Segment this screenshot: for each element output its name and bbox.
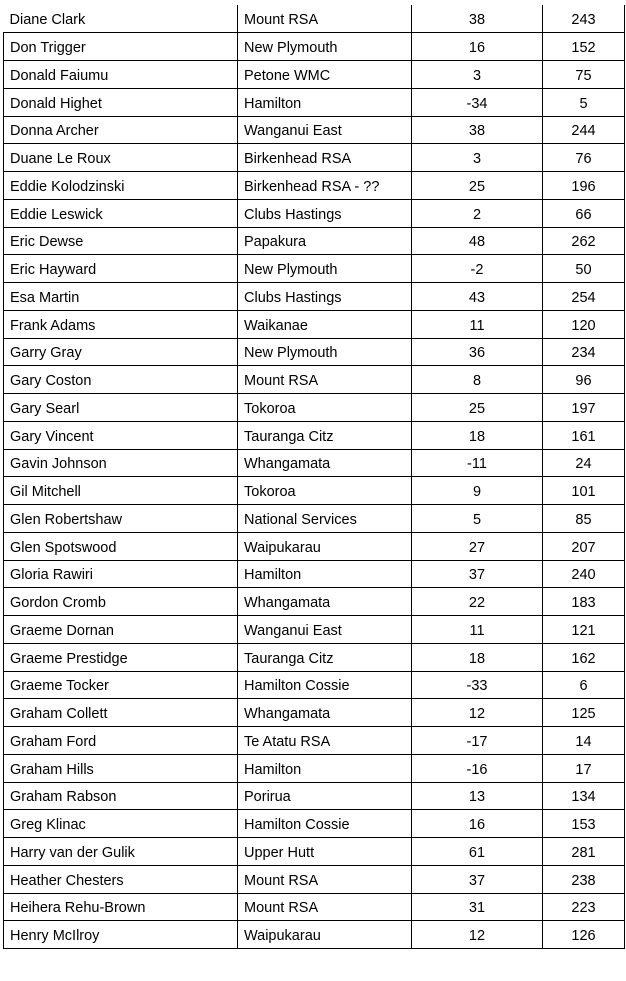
club-cell: Birkenhead RSA	[238, 144, 412, 172]
player-name-cell: Harry van der Gulik	[4, 838, 238, 866]
points-cell: 125	[543, 699, 625, 727]
club-cell: Whangamata	[238, 588, 412, 616]
points-cell: 5	[543, 88, 625, 116]
score-cell: 61	[412, 838, 543, 866]
points-cell: 262	[543, 227, 625, 255]
club-cell: Hamilton	[238, 88, 412, 116]
points-cell: 223	[543, 893, 625, 921]
points-cell: 207	[543, 532, 625, 560]
points-cell: 183	[543, 588, 625, 616]
points-cell: 161	[543, 421, 625, 449]
club-cell: Birkenhead RSA - ??	[238, 172, 412, 200]
score-cell: -34	[412, 88, 543, 116]
table-row	[4, 449, 625, 477]
score-cell: 25	[412, 172, 543, 200]
points-cell: 126	[543, 921, 625, 949]
points-cell: 281	[543, 838, 625, 866]
table-row	[4, 199, 625, 227]
player-name-cell: Greg Klinac	[4, 810, 238, 838]
score-cell: 3	[412, 61, 543, 89]
player-name-cell: Eric Dewse	[4, 227, 238, 255]
score-cell: 31	[412, 893, 543, 921]
club-cell: Tauranga Citz	[238, 643, 412, 671]
player-name-cell: Frank Adams	[4, 310, 238, 338]
club-cell: Hamilton	[238, 560, 412, 588]
table-row	[4, 893, 625, 921]
club-cell: Whangamata	[238, 699, 412, 727]
score-cell: 25	[412, 394, 543, 422]
player-name-cell: Gil Mitchell	[4, 477, 238, 505]
score-cell: 36	[412, 338, 543, 366]
club-cell: Whangamata	[238, 449, 412, 477]
table-row	[4, 671, 625, 699]
points-cell: 238	[543, 865, 625, 893]
points-cell: 134	[543, 782, 625, 810]
club-cell: Waipukarau	[238, 921, 412, 949]
player-name-cell: Gloria Rawiri	[4, 560, 238, 588]
points-cell: 121	[543, 616, 625, 644]
club-cell: New Plymouth	[238, 338, 412, 366]
points-cell: 17	[543, 754, 625, 782]
club-cell: Tokoroa	[238, 477, 412, 505]
score-cell: 11	[412, 310, 543, 338]
points-cell: 196	[543, 172, 625, 200]
table-row	[4, 616, 625, 644]
club-cell: Tokoroa	[238, 394, 412, 422]
points-cell: 66	[543, 199, 625, 227]
player-name-cell: Eric Hayward	[4, 255, 238, 283]
score-cell: -16	[412, 754, 543, 782]
player-name-cell: Gary Vincent	[4, 421, 238, 449]
score-cell: 8	[412, 366, 543, 394]
points-cell: 234	[543, 338, 625, 366]
player-name-cell: Garry Gray	[4, 338, 238, 366]
points-cell: 75	[543, 61, 625, 89]
table-row	[4, 338, 625, 366]
table-row	[4, 5, 625, 33]
points-cell: 153	[543, 810, 625, 838]
player-name-cell: Graeme Tocker	[4, 671, 238, 699]
score-cell: 18	[412, 421, 543, 449]
club-cell: National Services	[238, 505, 412, 533]
club-cell: Tauranga Citz	[238, 421, 412, 449]
player-name-cell: Gavin Johnson	[4, 449, 238, 477]
score-cell: 37	[412, 560, 543, 588]
score-cell: 22	[412, 588, 543, 616]
score-cell: -2	[412, 255, 543, 283]
points-cell: 162	[543, 643, 625, 671]
club-cell: New Plymouth	[238, 255, 412, 283]
club-cell: Te Atatu RSA	[238, 727, 412, 755]
points-cell: 6	[543, 671, 625, 699]
player-name-cell: Glen Spotswood	[4, 532, 238, 560]
table-row	[4, 394, 625, 422]
results-table-body	[4, 5, 625, 949]
score-cell: 9	[412, 477, 543, 505]
table-row	[4, 754, 625, 782]
table-row	[4, 255, 625, 283]
table-row	[4, 588, 625, 616]
table-row	[4, 838, 625, 866]
player-name-cell: Donald Highet	[4, 88, 238, 116]
table-row	[4, 699, 625, 727]
club-cell: Mount RSA	[238, 366, 412, 394]
points-cell: 24	[543, 449, 625, 477]
points-cell: 254	[543, 283, 625, 311]
score-cell: 37	[412, 865, 543, 893]
points-cell: 120	[543, 310, 625, 338]
score-cell: 12	[412, 921, 543, 949]
player-name-cell: Graham Collett	[4, 699, 238, 727]
club-cell: Clubs Hastings	[238, 199, 412, 227]
table-row	[4, 560, 625, 588]
club-cell: Hamilton Cossie	[238, 671, 412, 699]
player-name-cell: Graeme Dornan	[4, 616, 238, 644]
points-cell: 101	[543, 477, 625, 505]
club-cell: Waipukarau	[238, 532, 412, 560]
points-cell: 243	[543, 5, 625, 33]
club-cell: Wanganui East	[238, 116, 412, 144]
score-cell: 2	[412, 199, 543, 227]
score-cell: 11	[412, 616, 543, 644]
score-cell: 5	[412, 505, 543, 533]
score-cell: 48	[412, 227, 543, 255]
table-row	[4, 366, 625, 394]
table-row	[4, 727, 625, 755]
points-cell: 240	[543, 560, 625, 588]
points-cell: 14	[543, 727, 625, 755]
table-row	[4, 33, 625, 61]
points-cell: 244	[543, 116, 625, 144]
club-cell: Hamilton Cossie	[238, 810, 412, 838]
player-name-cell: Gary Coston	[4, 366, 238, 394]
points-cell: 76	[543, 144, 625, 172]
player-name-cell: Graham Rabson	[4, 782, 238, 810]
score-cell: 38	[412, 116, 543, 144]
player-name-cell: Diane Clark	[4, 5, 238, 33]
table-row	[4, 921, 625, 949]
score-cell: 16	[412, 810, 543, 838]
score-cell: 3	[412, 144, 543, 172]
points-cell: 85	[543, 505, 625, 533]
player-name-cell: Graham Ford	[4, 727, 238, 755]
table-row	[4, 283, 625, 311]
table-row	[4, 116, 625, 144]
table-row	[4, 477, 625, 505]
score-cell: -11	[412, 449, 543, 477]
points-cell: 96	[543, 366, 625, 394]
club-cell: Waikanae	[238, 310, 412, 338]
player-name-cell: Heather Chesters	[4, 865, 238, 893]
player-name-cell: Donna Archer	[4, 116, 238, 144]
table-row	[4, 782, 625, 810]
player-name-cell: Donald Faiumu	[4, 61, 238, 89]
results-table	[3, 5, 625, 949]
player-name-cell: Graeme Prestidge	[4, 643, 238, 671]
table-row	[4, 144, 625, 172]
player-name-cell: Esa Martin	[4, 283, 238, 311]
score-cell: 27	[412, 532, 543, 560]
club-cell: Mount RSA	[238, 893, 412, 921]
table-row	[4, 532, 625, 560]
table-row	[4, 421, 625, 449]
player-name-cell: Duane Le Roux	[4, 144, 238, 172]
score-cell: 43	[412, 283, 543, 311]
club-cell: Porirua	[238, 782, 412, 810]
table-row	[4, 172, 625, 200]
club-cell: Clubs Hastings	[238, 283, 412, 311]
table-row	[4, 810, 625, 838]
table-row	[4, 310, 625, 338]
player-name-cell: Don Trigger	[4, 33, 238, 61]
player-name-cell: Eddie Leswick	[4, 199, 238, 227]
points-cell: 152	[543, 33, 625, 61]
table-row	[4, 505, 625, 533]
club-cell: Papakura	[238, 227, 412, 255]
score-cell: 18	[412, 643, 543, 671]
club-cell: Mount RSA	[238, 5, 412, 33]
player-name-cell: Henry McIlroy	[4, 921, 238, 949]
player-name-cell: Glen Robertshaw	[4, 505, 238, 533]
score-cell: -17	[412, 727, 543, 755]
score-cell: 16	[412, 33, 543, 61]
table-row	[4, 61, 625, 89]
player-name-cell: Gordon Cromb	[4, 588, 238, 616]
score-cell: 38	[412, 5, 543, 33]
table-row	[4, 88, 625, 116]
club-cell: Petone WMC	[238, 61, 412, 89]
player-name-cell: Graham Hills	[4, 754, 238, 782]
player-name-cell: Heihera Rehu-Brown	[4, 893, 238, 921]
player-name-cell: Eddie Kolodzinski	[4, 172, 238, 200]
score-cell: -33	[412, 671, 543, 699]
club-cell: Wanganui East	[238, 616, 412, 644]
club-cell: Hamilton	[238, 754, 412, 782]
points-cell: 50	[543, 255, 625, 283]
score-cell: 13	[412, 782, 543, 810]
table-row	[4, 643, 625, 671]
table-row	[4, 865, 625, 893]
club-cell: New Plymouth	[238, 33, 412, 61]
club-cell: Upper Hutt	[238, 838, 412, 866]
club-cell: Mount RSA	[238, 865, 412, 893]
player-name-cell: Gary Searl	[4, 394, 238, 422]
points-cell: 197	[543, 394, 625, 422]
score-cell: 12	[412, 699, 543, 727]
table-row	[4, 227, 625, 255]
